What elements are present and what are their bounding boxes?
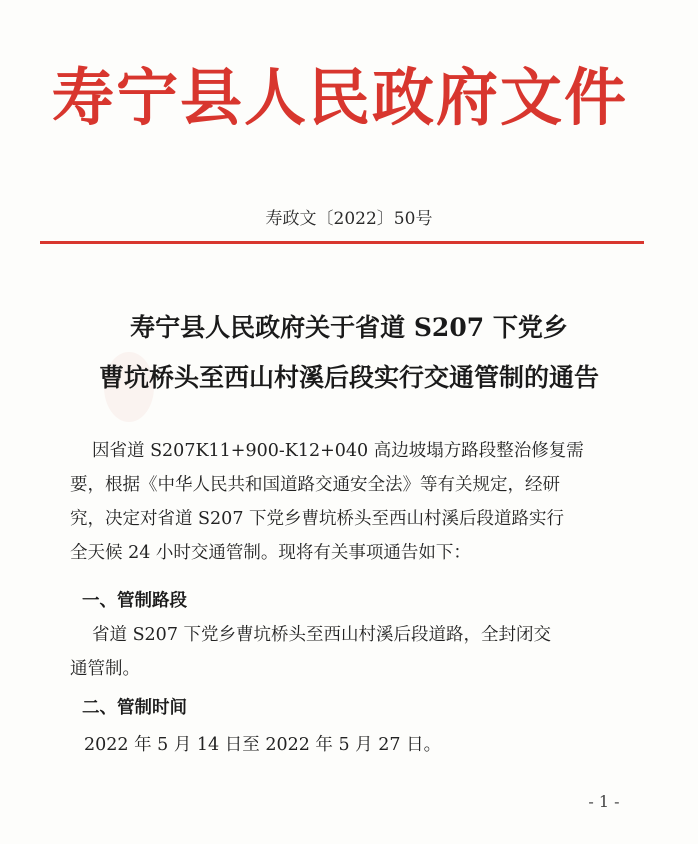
notice-title-line-2: 曹坑桥头至西山村溪后段实行交通管制的通告 [98, 363, 599, 392]
intro-line: 要，根据《中华人民共和国道路交通安全法》等有关规定，经研 [70, 475, 560, 495]
section-1-paragraph [70, 618, 664, 686]
intro-line: 究，决定对省道 S207 下党乡曹坑桥头至西山村溪后段道路实行 [70, 509, 565, 529]
section-2-line: 2022 年 5 月 14 日至 2022 年 5 月 27 日。 [84, 735, 442, 755]
notice-title-line-1: 寿宁县人民政府关于省道 S207 下党乡 [130, 313, 568, 342]
document-number: 寿政文〔2022〕50号 [265, 209, 433, 229]
intro-line: 全天候 24 小时交通管制。现将有关事项通告如下： [70, 543, 471, 563]
section-heading-1: 一、管制路段 [82, 591, 187, 611]
section-1-line: 省道 S207 下党乡曹坑桥头至西山村溪后段道路，全封闭交 [92, 625, 552, 645]
section-2-paragraph [84, 728, 664, 762]
section-1-line: 通管制。 [70, 659, 140, 679]
header-divider [40, 241, 644, 244]
page-number: - 1 - [588, 792, 620, 811]
section-heading-2: 二、管制时间 [82, 698, 187, 718]
document-header: 寿宁县人民政府文件 [51, 61, 628, 134]
intro-line: 因省道 S207K11+900-K12+040 高边坡塌方路段整治修复需 [92, 441, 584, 461]
intro-paragraph [70, 434, 664, 570]
